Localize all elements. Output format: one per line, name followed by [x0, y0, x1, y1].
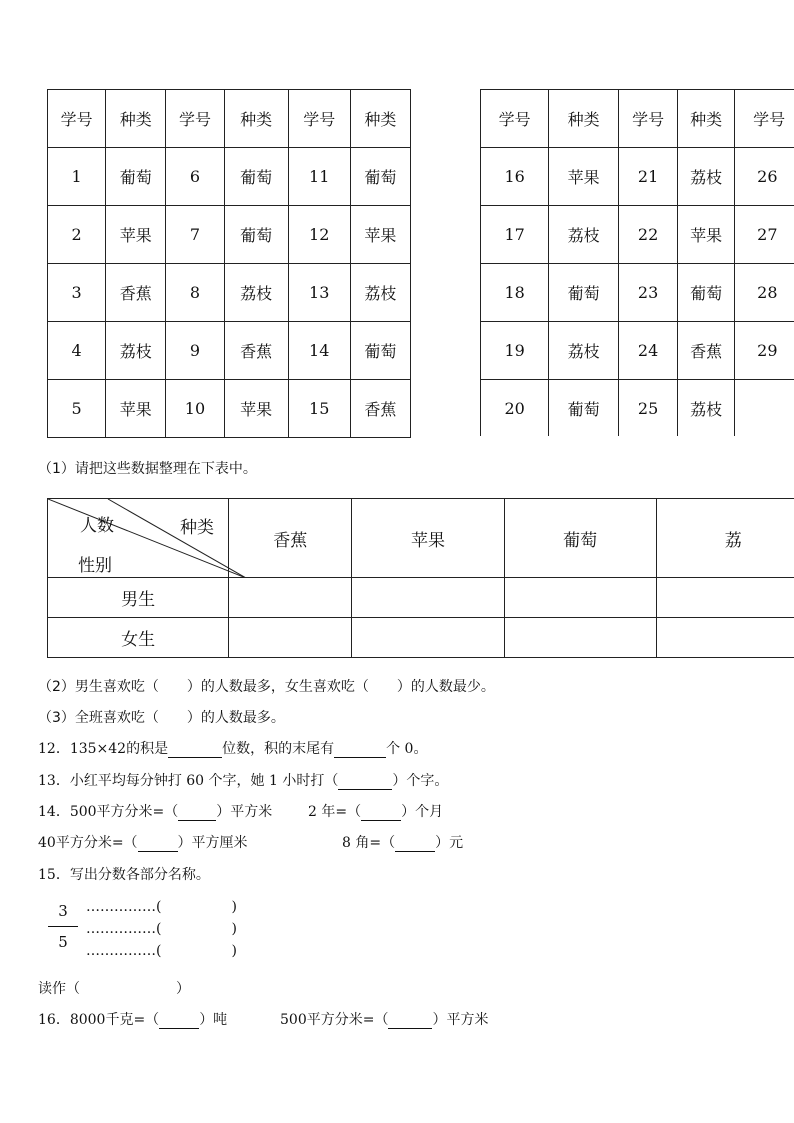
table-cell: 29: [735, 322, 794, 380]
dot-leader: ……………(: [86, 943, 162, 959]
gender-label: 女生: [48, 618, 229, 658]
table-cell: 葡萄: [224, 206, 288, 264]
table-cell: 香蕉: [678, 322, 735, 380]
q14-line-1b: [308, 801, 443, 821]
header-cell: 种类: [224, 90, 288, 148]
table-row: [48, 322, 411, 380]
table-cell: 荔枝: [350, 264, 410, 322]
dot-leader: ……………(: [86, 899, 162, 915]
summary-table-clip: [47, 498, 794, 659]
answer-cell[interactable]: [352, 578, 504, 618]
table-header-row: [481, 90, 794, 148]
fraction-part-answer: [86, 921, 237, 937]
summary-row-female: [48, 618, 794, 658]
table-cell: 25: [618, 380, 677, 437]
table-cell: 葡萄: [106, 148, 166, 206]
table-cell: 葡萄: [224, 148, 288, 206]
table-cell: 27: [735, 206, 794, 264]
fraction-part-answer: [86, 899, 237, 915]
table-cell: 苹果: [678, 206, 735, 264]
table-cell: 23: [618, 264, 677, 322]
table-cell: 葡萄: [549, 380, 619, 437]
q16-line: [38, 1009, 227, 1029]
table-cell: 1: [48, 148, 106, 206]
q14-text: 40平方分米=（: [38, 835, 138, 851]
data-table-1: [47, 89, 411, 438]
fruit-header: 葡萄: [504, 499, 656, 578]
diag-label-gender: 性别: [78, 556, 112, 576]
fruit-header: 苹果: [352, 499, 504, 578]
table-cell: 苹果: [350, 206, 410, 264]
header-cell: 学号: [288, 90, 350, 148]
table-row: [481, 264, 794, 322]
table-cell: 18: [481, 264, 549, 322]
fraction-bar: [48, 926, 78, 927]
q14-line-2: [38, 832, 248, 852]
q16-text: 500平方分米=（: [280, 1012, 389, 1028]
q13-text-a: 13．小红平均每分钟打 60 个字，她 1 小时打（: [38, 773, 339, 789]
q11-part3: （3）全班喜欢吃（ ）的人数最多。: [38, 710, 285, 726]
header-cell: 学号: [166, 90, 224, 148]
table-cell: 21: [618, 148, 677, 206]
table-cell: [735, 380, 794, 437]
header-cell: 学号: [618, 90, 677, 148]
q15-title: 15．写出分数各部分名称。: [38, 867, 210, 883]
table-cell: 苹果: [106, 206, 166, 264]
answer-cell[interactable]: [656, 578, 794, 618]
summary-row-male: [48, 578, 794, 618]
fruit-header: 荔: [656, 499, 794, 578]
q12-text-c: 个 0。: [386, 741, 428, 757]
q13-blank[interactable]: [338, 773, 392, 790]
answer-cell[interactable]: [656, 618, 794, 658]
q12-blank-1[interactable]: [168, 741, 222, 758]
q14-text: 8 角=（: [342, 835, 396, 851]
close-paren: ): [231, 943, 237, 959]
table-cell: 8: [166, 264, 224, 322]
q12-line: [38, 738, 427, 758]
q12-blank-2[interactable]: [334, 741, 386, 758]
read-as-label: 读作（: [38, 981, 80, 997]
header-cell: 种类: [350, 90, 410, 148]
answer-cell[interactable]: [229, 618, 352, 658]
table-cell: 17: [481, 206, 549, 264]
q14-blank-2[interactable]: [361, 804, 401, 821]
diag-label-kind: 种类: [180, 518, 214, 538]
gender-label: 男生: [48, 578, 229, 618]
table-row: [48, 148, 411, 206]
header-cell: 种类: [106, 90, 166, 148]
table-cell: 19: [481, 322, 549, 380]
q16-text: 16．8000千克=（: [38, 1012, 160, 1028]
table-cell: 葡萄: [350, 148, 410, 206]
q16-blank-1[interactable]: [159, 1012, 199, 1029]
table-cell: 13: [288, 264, 350, 322]
q14-blank-3[interactable]: [138, 835, 178, 852]
q14-text: ）平方米: [216, 804, 273, 820]
header-cell: 种类: [549, 90, 619, 148]
table-cell: 11: [288, 148, 350, 206]
table-cell: 香蕉: [350, 380, 410, 438]
answer-cell[interactable]: [504, 578, 656, 618]
read-as-answer[interactable]: [80, 981, 176, 997]
close-paren: ): [231, 921, 237, 937]
data-table-2: [480, 89, 794, 436]
q14-text: 2 年=（: [308, 804, 362, 820]
dot-leader: ……………(: [86, 921, 162, 937]
table-cell: 10: [166, 380, 224, 438]
table-cell: 葡萄: [678, 264, 735, 322]
q14-text: ）元: [435, 835, 464, 851]
table-cell: 苹果: [549, 148, 619, 206]
table-cell: 葡萄: [549, 264, 619, 322]
fruit-header: 香蕉: [229, 499, 352, 578]
fraction-numerator: 3: [58, 902, 68, 920]
table-cell: 4: [48, 322, 106, 380]
table-cell: 荔枝: [549, 322, 619, 380]
table-row: [481, 148, 794, 206]
table-cell: 22: [618, 206, 677, 264]
table-cell: 16: [481, 148, 549, 206]
table-row: [48, 206, 411, 264]
header-cell: 学号: [48, 90, 106, 148]
table-cell: 5: [48, 380, 106, 438]
table-cell: 9: [166, 322, 224, 380]
q14-text: ）平方厘米: [177, 835, 248, 851]
table-cell: 14: [288, 322, 350, 380]
fraction-part-answer: [86, 943, 237, 959]
q13-text-b: ）个字。: [392, 773, 449, 789]
table-cell: 26: [735, 148, 794, 206]
q12-text-b: 位数，积的末尾有: [222, 741, 335, 757]
answer-space[interactable]: [161, 943, 231, 959]
q14-line-2b: [342, 832, 463, 852]
table-row: [48, 380, 411, 438]
table-cell: 荔枝: [106, 322, 166, 380]
summary-header-row: [48, 499, 794, 578]
diag-label-count: 人数: [80, 516, 114, 536]
table-cell: 28: [735, 264, 794, 322]
table-cell: 荔枝: [549, 206, 619, 264]
table-cell: 荔枝: [678, 380, 735, 437]
table-row: [48, 264, 411, 322]
close-paren: ）: [176, 981, 190, 997]
table-cell: 15: [288, 380, 350, 438]
header-cell: 种类: [678, 90, 735, 148]
q16-blank-2[interactable]: [388, 1012, 432, 1029]
q14-blank-1[interactable]: [178, 804, 216, 821]
table-row: [481, 380, 794, 437]
header-cell: 学号: [735, 90, 794, 148]
q11-part2: （2）男生喜欢吃（ ）的人数最多，女生喜欢吃（ ）的人数最少。: [38, 679, 495, 695]
table-cell: 12: [288, 206, 350, 264]
diagonal-header-cell: [48, 499, 229, 578]
data-table-2-clip: [480, 89, 794, 436]
q13-line: [38, 770, 448, 790]
header-cell: 学号: [481, 90, 549, 148]
table-cell: 香蕉: [106, 264, 166, 322]
table-cell: 葡萄: [350, 322, 410, 380]
q16-text: ）吨: [199, 1012, 228, 1028]
q12-text-a: 12．135×42的积是: [38, 741, 169, 757]
table-row: [481, 322, 794, 380]
table-cell: 6: [166, 148, 224, 206]
answer-cell[interactable]: [504, 618, 656, 658]
table-cell: 2: [48, 206, 106, 264]
answer-space[interactable]: [161, 899, 231, 915]
table-cell: 荔枝: [224, 264, 288, 322]
table-cell: 荔枝: [678, 148, 735, 206]
table-cell: 3: [48, 264, 106, 322]
q16-text: ）平方米: [432, 1012, 489, 1028]
q11-part1: （1）请把这些数据整理在下表中。: [38, 461, 257, 477]
table-header-row: [48, 90, 411, 148]
q14-line-1: [38, 801, 272, 821]
answer-cell[interactable]: [352, 618, 504, 658]
summary-table: [47, 498, 794, 658]
q14-text: ）个月: [401, 804, 444, 820]
table-cell: 苹果: [106, 380, 166, 438]
table-cell: 香蕉: [224, 322, 288, 380]
table-cell: 20: [481, 380, 549, 437]
q16-line-b: [280, 1009, 488, 1029]
table-cell: 24: [618, 322, 677, 380]
close-paren: ): [231, 899, 237, 915]
q14-blank-4[interactable]: [395, 835, 435, 852]
table-cell: 苹果: [224, 380, 288, 438]
table-cell: 7: [166, 206, 224, 264]
answer-space[interactable]: [161, 921, 231, 937]
q15-read-line: [38, 978, 190, 998]
answer-cell[interactable]: [229, 578, 352, 618]
fraction-denominator: 5: [58, 933, 68, 951]
q14-text: 14．500平方分米=（: [38, 804, 179, 820]
table-row: [481, 206, 794, 264]
